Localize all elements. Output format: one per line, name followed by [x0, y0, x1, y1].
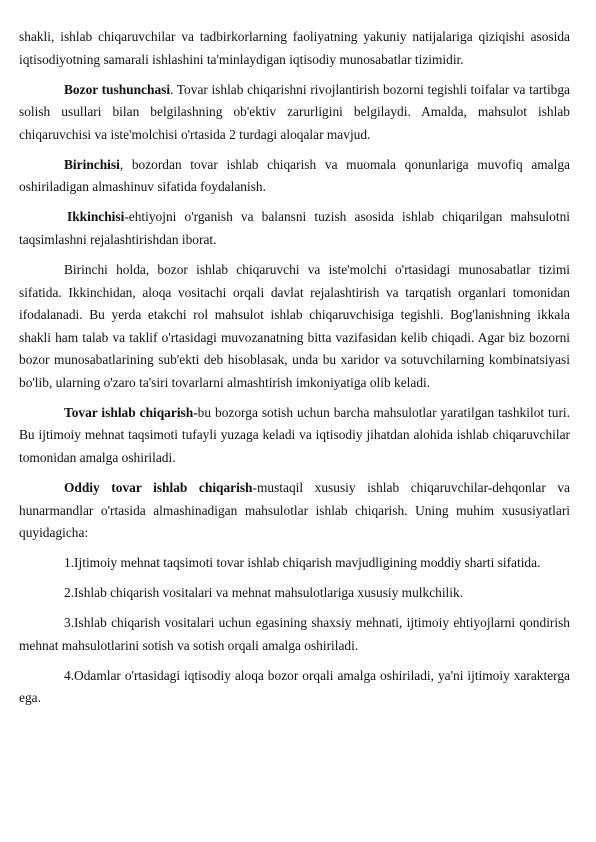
list-item-2: [19, 582, 570, 605]
term-heading: Tovar ishlab chiqarish-: [64, 404, 198, 420]
list-item-text: 3.Ishlab chiqarish vositalari uchun egasining shaxsiy mehnati, ijtimoiy ehtiyojlarni qondirish mehnat mahsulotlarini sotish va sotish orqali amalga oshiriladi.: [19, 615, 570, 653]
term-heading: Ikkinchisi: [67, 209, 125, 225]
list-item-text: 2.Ishlab chiqarish vositalari va mehnat mahsulotlariga xususiy mulkchilik.: [64, 585, 464, 601]
paragraph-text: shakli, ishlab chiqaruvchilar va tadbirkorlarning faoliyatning yakuniy natijalariga qiziqishi asosida iqtisodiyotning samarali ishlashini ta'minlaydigan iqtisodiy munosabatlar tizimidir.: [19, 29, 570, 67]
list-item-text: 1.Ijtimoiy mehnat taqsimoti tovar ishlab chiqarish mavjudligining moddiy sharti sifatida.: [64, 555, 541, 571]
paragraph-text: -ehtiyojni o'rganish va balansni tuzish asosida ishlab chiqarilgan mahsulotni taqsimlashni rejalashtirishdan iborat.: [19, 209, 570, 247]
list-item-4: [19, 665, 570, 710]
paragraph-text: bu bozorga sotish uchun barcha mahsulotlar yaratilgan tashkilot turi. Bu ijtimoiy mehnat taqsimoti tufayli yuzaga keladi va iqtisodiy jihatdan alohida ishlab chiqaruvchilar tomonidan amalga oshiriladi.: [19, 404, 570, 466]
term-heading: Bozor tushunchasi: [64, 81, 171, 97]
term-heading: Birinchisi: [64, 156, 120, 172]
paragraph-oddiy-tovar: [19, 477, 570, 545]
list-item-text: 4.Odamlar o'rtasidagi iqtisodiy aloqa bozor orqali amalga oshiriladi, ya'ni ijtimoiy xarakterga ega.: [19, 667, 570, 706]
paragraph-continuation: [19, 26, 570, 71]
paragraph-text: Birinchi holda, bozor ishlab chiqaruvchi va iste'molchi o'rtasidagi munosabatlar tizimi sifatida. Ikkinchidan, aloqa vositachi orqali davlat rejalashtirish va tarqatish organlari tomonidan ifodalanadi. Bu yerda etakchi rol mahsulot ishlab chiqaruvchisiga tegishli. Bog'lanishning ikkala shakli ham talab va taklif o'rtasidagi muvozanatning bitta vazifasidan kelib chiqadi. Agar biz bozorni bozor munosabatlarining sub'ekti deb hisoblasak, unda bu xaridor va sotuvchilarning kombinatsiyasi bo'lib, ularning o'zaro ta'siri tovarlarni almashtirish imkoniyatiga olib keladi.: [19, 261, 570, 390]
paragraph-ikkinchisi: [19, 206, 570, 251]
paragraph-birinchisi: [19, 154, 570, 199]
paragraph-bozor-tushunchasi: [19, 79, 570, 147]
paragraph-birinchi-holda: [19, 259, 570, 395]
list-item-1: [19, 552, 570, 575]
term-heading: Oddiy tovar ishlab chiqarish: [64, 480, 253, 496]
paragraph-tovar-ishlab-chiqarish: [19, 402, 570, 470]
paragraph-text: -mustaqil xususiy ishlab chiqaruvchilar-dehqonlar va hunarmandlar o'rtasida almashinadigan mahsulotlar ishlab chiqarish. Uning muhim xususiyatlari quyidagicha:: [19, 480, 570, 541]
list-item-3: [19, 612, 570, 657]
paragraph-text: . Tovar ishlab chiqarishni rivojlantirish bozorni tegishli toifalar va tartibga solish usullari bilan belgilashning ob'ektiv zarurligini belgilaydi. Amalda, mahsulot ishlab chiqaruvchisi va iste'molchisi o'rtasida 2 turdagi aloqalar mavjud.: [19, 81, 571, 142]
document-body: [19, 26, 570, 717]
paragraph-text: , bozordan tovar ishlab chiqarish va muomala qonunlariga muvofiq amalga oshiriladigan almashinuv sifatida foydalanish.: [19, 156, 570, 195]
